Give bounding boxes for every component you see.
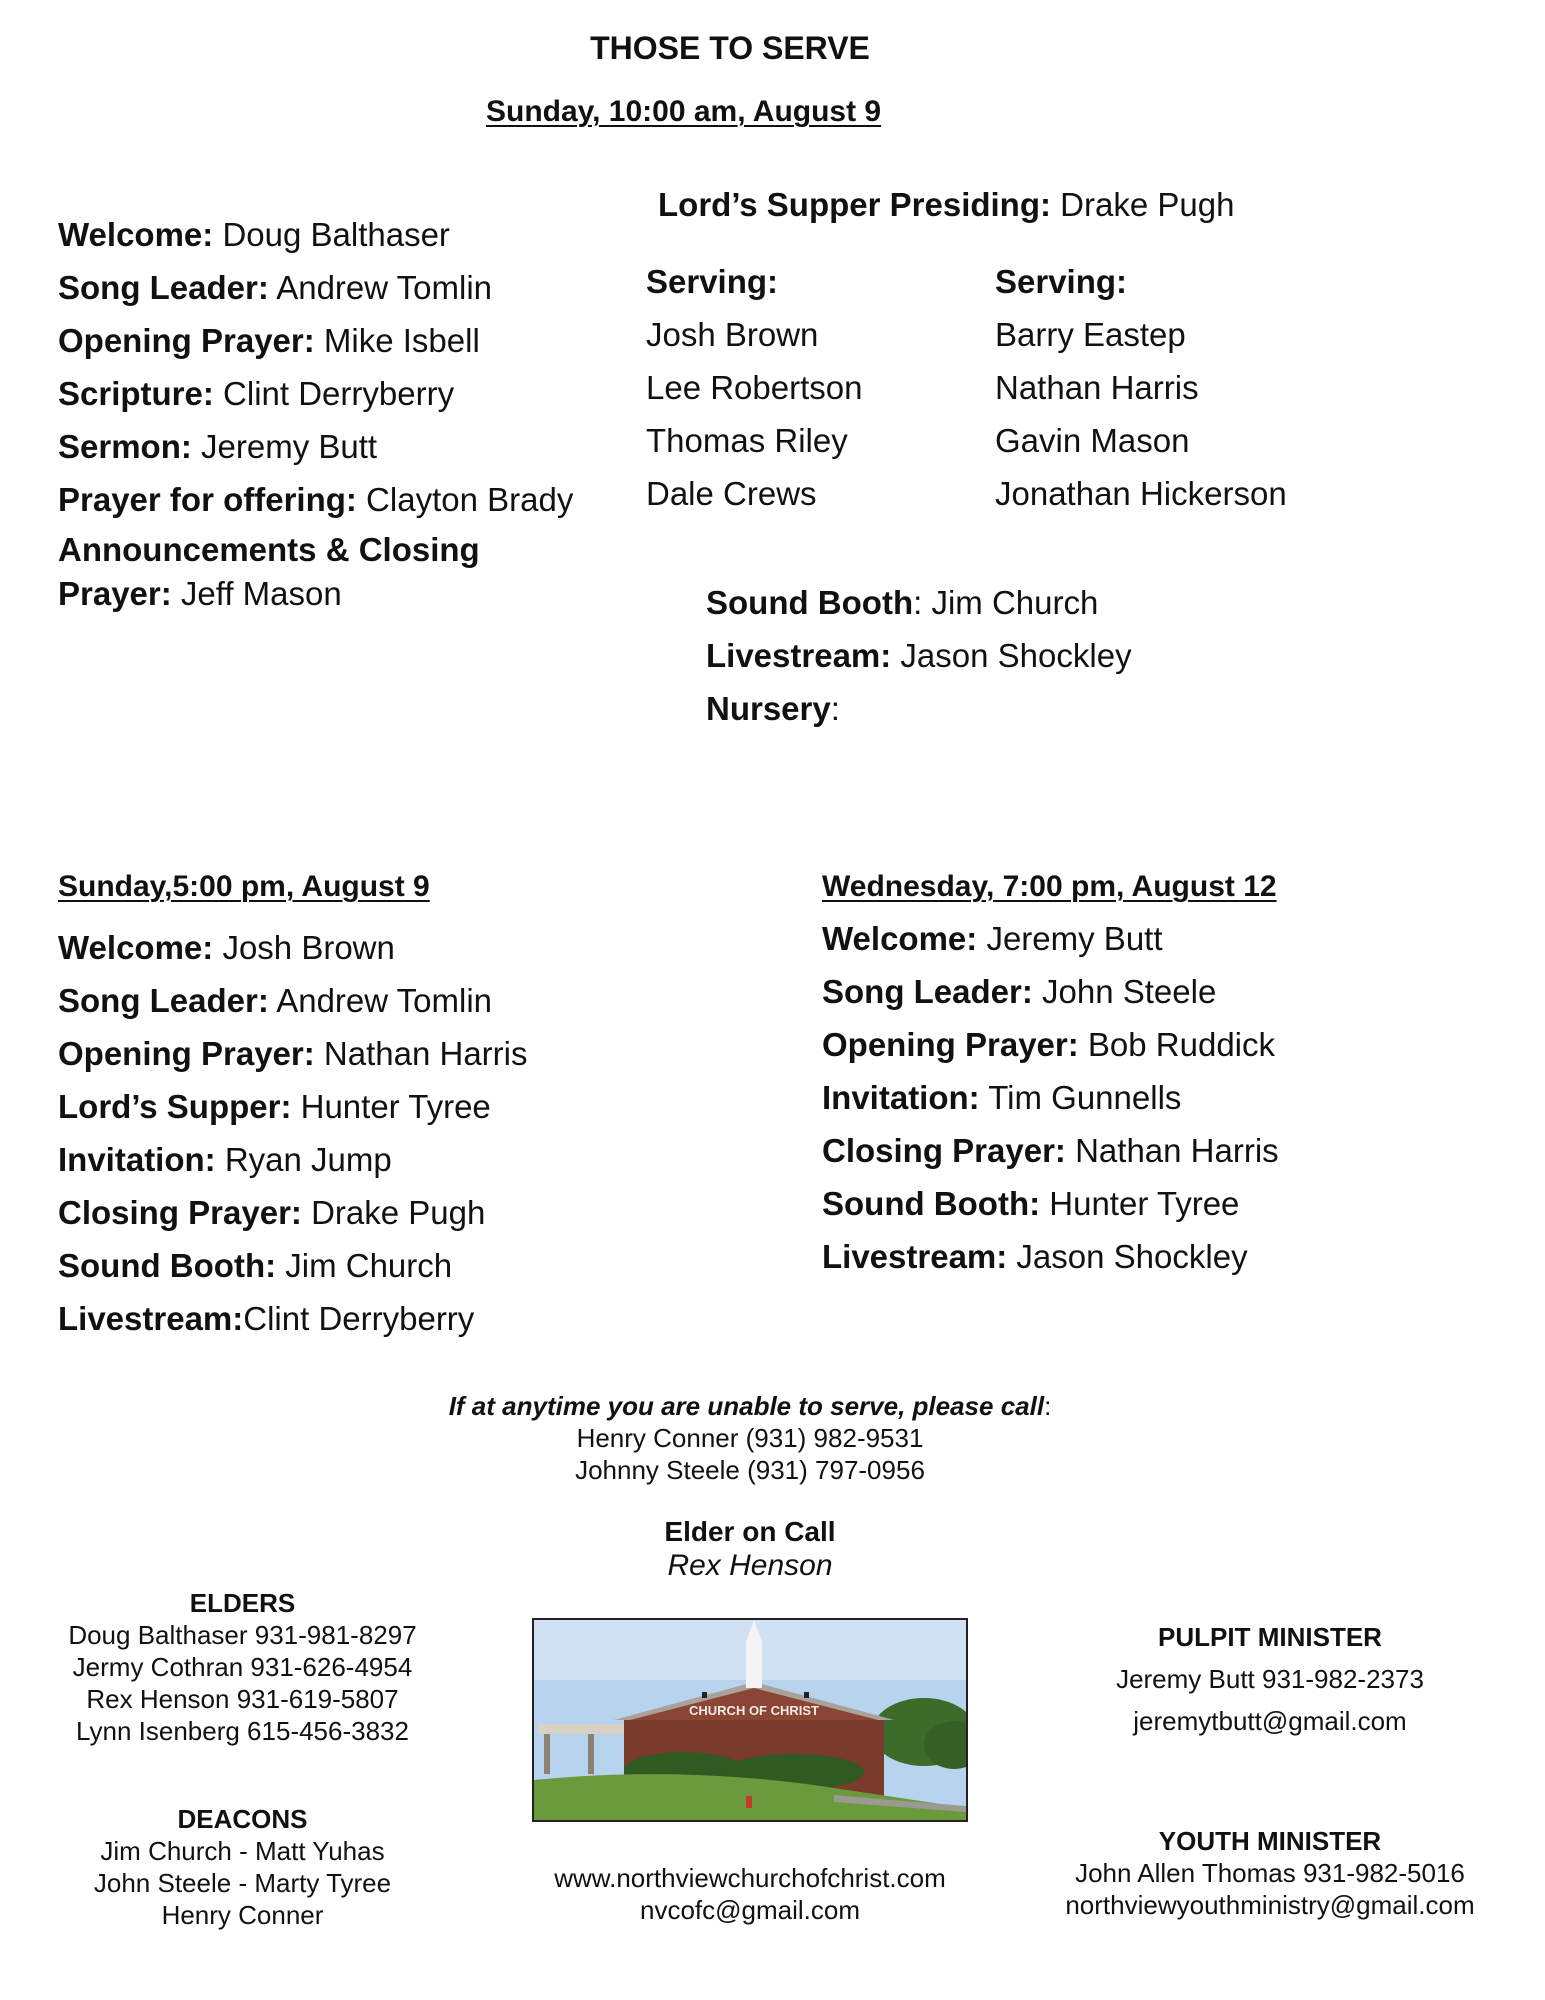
serving-column-2 (995, 255, 1287, 520)
assignment-name: John Steele (1032, 973, 1217, 1010)
assignment-label: Opening Prayer: (822, 1026, 1079, 1063)
church-email-link[interactable]: nvcofc@gmail.com (639, 1895, 860, 1925)
assignment-name: Drake Pugh (1051, 186, 1235, 223)
assignment-label: Prayer for offering: (58, 481, 357, 518)
assignment-name: Bob Ruddick (1078, 1026, 1276, 1063)
assignment-name: Nathan Harris (1065, 1132, 1279, 1169)
assignment-row (58, 1292, 527, 1345)
morning-service-heading: Sunday, 10:00 am, August 9 (486, 95, 882, 128)
youth-minister (1000, 1825, 1540, 1921)
deacon-entry: Henry Conner (161, 1900, 324, 1930)
assignment-row (822, 912, 1279, 965)
elder-entry: Lynn Isenberg 615-456-3832 (76, 1716, 409, 1746)
youth-phone: John Allen Thomas 931-982-5016 (1075, 1858, 1465, 1888)
assignment-label: Closing Prayer: (58, 1194, 302, 1231)
church-website-link[interactable]: www.northviewchurchofchrist.com (554, 1863, 946, 1893)
server-name: Nathan Harris (995, 369, 1199, 406)
assignment-row (58, 473, 573, 526)
assignment-row (706, 629, 1132, 682)
unable-to-serve-notice (0, 1390, 1500, 1486)
announcements-row (58, 572, 573, 616)
assignment-row (58, 261, 573, 314)
morning-assignments (58, 208, 573, 616)
assignment-row (58, 1239, 527, 1292)
assignment-name: Tim Gunnells (979, 1079, 1182, 1116)
contact-line: Henry Conner (931) 982-9531 (576, 1423, 924, 1453)
assignment-row (58, 367, 573, 420)
assignment-row (822, 1177, 1279, 1230)
assignment-name: Clayton Brady (356, 481, 574, 518)
church-contact (500, 1862, 1000, 1926)
notice-colon: : (1044, 1391, 1052, 1421)
assignment-name: Andrew Tomlin (268, 269, 493, 306)
assignment-label: Welcome: (58, 929, 214, 966)
deacons-list (40, 1803, 445, 1931)
assignment-row (706, 576, 1132, 629)
assignment-label: Nursery (706, 690, 831, 727)
assignment-label: Sound Booth: (822, 1185, 1041, 1222)
lords-supper-presiding (658, 178, 1234, 231)
assignment-name: Jeremy Butt (977, 920, 1163, 957)
assignment-label: Song Leader: (58, 269, 269, 306)
assignment-row (706, 682, 1132, 735)
notice-label: If at anytime you are unable to serve, please call (448, 1391, 1045, 1421)
assignment-name: Clint Derryberry (243, 1300, 475, 1337)
server-name: Barry Eastep (995, 316, 1186, 353)
assignment-label: Invitation: (58, 1141, 216, 1178)
assignment-label: Scripture: (58, 375, 214, 412)
assignment-name: Jim Church (922, 584, 1099, 621)
assignment-label: Prayer: (58, 575, 172, 612)
assignment-row (822, 965, 1279, 1018)
assignment-name: Josh Brown (213, 929, 395, 966)
announcements-label-line (58, 528, 573, 572)
church-building-image (534, 1620, 966, 1820)
pulpit-minister (1010, 1620, 1530, 1742)
assignment-label: Welcome: (822, 920, 978, 957)
label-colon: : (913, 584, 923, 621)
contact-line: Johnny Steele (931) 797-0956 (575, 1455, 925, 1485)
elder-on-call (550, 1515, 950, 1583)
pulpit-email-link[interactable]: jeremytbutt@gmail.com (1133, 1706, 1407, 1736)
assignment-row (58, 921, 527, 974)
assignment-label: Closing Prayer: (822, 1132, 1066, 1169)
server-name: Josh Brown (646, 316, 819, 353)
elder-entry: Rex Henson 931-619-5807 (86, 1684, 399, 1714)
elder-entry: Doug Balthaser 931-981-8297 (68, 1620, 417, 1650)
assignment-row (822, 1071, 1279, 1124)
assignment-row (822, 1230, 1279, 1283)
page-title: THOSE TO SERVE (590, 30, 870, 66)
elders-list (40, 1587, 445, 1747)
church-sign: CHURCH OF CHRIST (689, 1703, 819, 1718)
assignment-name: Jason Shockley (891, 637, 1132, 674)
elder-entry: Jermy Cothran 931-626-4954 (72, 1652, 413, 1682)
assignment-name: Andrew Tomlin (268, 982, 493, 1019)
assignment-label: Announcements & Closing (58, 531, 480, 568)
assignment-name: Jeff Mason (171, 575, 342, 612)
assignment-name: Clint Derryberry (213, 375, 455, 412)
assignment-row (822, 1124, 1279, 1177)
assignment-row (58, 208, 573, 261)
assignment-row (822, 1018, 1279, 1071)
notice-text (0, 1390, 1500, 1422)
assignment-name: Hunter Tyree (291, 1088, 491, 1125)
server-name: Lee Robertson (646, 369, 863, 406)
assignment-label: Song Leader: (58, 982, 269, 1019)
deacon-entry: Jim Church - Matt Yuhas (100, 1836, 385, 1866)
assignment-name: Drake Pugh (301, 1194, 486, 1231)
assignment-label: Livestream: (58, 1300, 244, 1337)
pulpit-heading: PULPIT MINISTER (1158, 1622, 1382, 1652)
wednesday-service-heading: Wednesday, 7:00 pm, August 12 (822, 870, 1277, 903)
elders-heading: ELDERS (189, 1588, 296, 1618)
assignment-label: Opening Prayer: (58, 322, 315, 359)
assignment-label: Song Leader: (822, 973, 1033, 1010)
elder-on-call-label: Elder on Call (664, 1516, 836, 1547)
serving-heading: Serving: (995, 263, 1128, 300)
assignment-label: Sound Booth (706, 584, 914, 621)
server-name: Jonathan Hickerson (995, 475, 1287, 512)
deacon-entry: John Steele - Marty Tyree (93, 1868, 392, 1898)
assignment-label: Welcome: (58, 216, 214, 253)
elder-on-call-name: Rex Henson (667, 1549, 833, 1582)
assignment-name: Ryan Jump (215, 1141, 392, 1178)
assignment-name: Hunter Tyree (1040, 1185, 1240, 1222)
evening-service-heading: Sunday,5:00 pm, August 9 (58, 870, 430, 903)
assignment-row (58, 1186, 527, 1239)
serving-column-1 (646, 255, 862, 520)
assignment-label: Livestream: (706, 637, 892, 674)
assignment-row (58, 974, 527, 1027)
server-name: Gavin Mason (995, 422, 1190, 459)
assignment-label: Sound Booth: (58, 1247, 277, 1284)
assignment-label: Sermon: (58, 428, 192, 465)
assignment-row (58, 1133, 527, 1186)
assignment-name: Doug Balthaser (213, 216, 450, 253)
assignment-label: Lord’s Supper Presiding: (658, 186, 1051, 223)
assignment-row (58, 314, 573, 367)
assignment-row (58, 420, 573, 473)
youth-email-link[interactable]: northviewyouthministry@gmail.com (1065, 1890, 1475, 1920)
assignment-label: Lord’s Supper: (58, 1088, 292, 1125)
evening-assignments (58, 921, 527, 1345)
assignment-row (58, 1027, 527, 1080)
wednesday-assignments (822, 912, 1279, 1283)
youth-heading: YOUTH MINISTER (1158, 1826, 1382, 1856)
assignment-name: Jeremy Butt (191, 428, 378, 465)
server-name: Dale Crews (646, 475, 817, 512)
label-colon: : (830, 690, 840, 727)
server-name: Thomas Riley (646, 422, 848, 459)
assignment-name: Nathan Harris (314, 1035, 528, 1072)
assignment-label: Invitation: (822, 1079, 980, 1116)
assignment-name: Jason Shockley (1007, 1238, 1248, 1275)
booth-assignments (706, 576, 1132, 735)
assignment-row (58, 1080, 527, 1133)
pulpit-phone: Jeremy Butt 931-982-2373 (1116, 1664, 1424, 1694)
assignment-name: Jim Church (276, 1247, 453, 1284)
church-building-photo (532, 1618, 968, 1822)
deacons-heading: DEACONS (177, 1804, 308, 1834)
assignment-name: Mike Isbell (314, 322, 480, 359)
assignment-label: Opening Prayer: (58, 1035, 315, 1072)
assignment-label: Livestream: (822, 1238, 1008, 1275)
serving-heading: Serving: (646, 263, 779, 300)
